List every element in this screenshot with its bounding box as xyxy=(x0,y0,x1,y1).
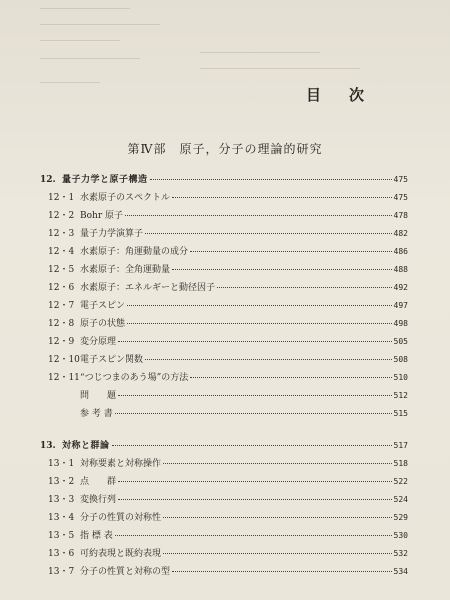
section-number: 13・2 xyxy=(48,477,75,487)
page-number: 505 xyxy=(393,337,408,346)
chapter-title: 対称と群論 xyxy=(62,441,110,451)
page-number: 475 xyxy=(393,193,408,202)
toc-entry-12-10[interactable] xyxy=(40,352,408,369)
page-number: 515 xyxy=(393,409,408,418)
page-number: 517 xyxy=(393,441,408,450)
section-title: “つじつまのあう場”の方法 xyxy=(80,373,189,383)
section-number: 12・10 xyxy=(48,355,80,365)
section-title: 変換行列 xyxy=(80,495,117,505)
toc-entry-13-3[interactable] xyxy=(40,492,408,509)
page-number: 478 xyxy=(393,211,408,220)
dot-leader xyxy=(127,305,392,306)
section-title: 電子スピン xyxy=(80,301,126,311)
page-number: 534 xyxy=(393,567,408,576)
toc-heading: 目次 xyxy=(306,86,393,104)
toc-entry-12-11[interactable] xyxy=(40,370,408,387)
toc-entry-12-1[interactable] xyxy=(40,190,408,207)
toc-entry-12-5[interactable] xyxy=(40,262,408,279)
dot-leader xyxy=(118,499,392,500)
page-number: 510 xyxy=(393,373,408,382)
section-title: 可約表現と既約表現 xyxy=(80,549,162,559)
section-title: 対称要素と対称操作 xyxy=(80,459,162,469)
section-title: 分子の性質の対称性 xyxy=(80,513,162,523)
dot-leader xyxy=(118,341,392,342)
page-number: 486 xyxy=(393,247,408,256)
dot-leader xyxy=(118,481,392,482)
dot-leader xyxy=(163,517,392,518)
part-heading: 第Ⅳ部 原子，分子の理論的研究 xyxy=(127,142,323,156)
page-number: 524 xyxy=(393,495,408,504)
dot-leader xyxy=(163,553,392,554)
section-title: Bohr 原子 xyxy=(80,211,123,221)
toc-entry-13-6[interactable] xyxy=(40,546,408,563)
section-number: 12・7 xyxy=(48,301,75,311)
section-number: 13・1 xyxy=(48,459,75,469)
section-title: 変分原理 xyxy=(80,337,117,347)
toc-entry-13-4[interactable] xyxy=(40,510,408,527)
page-number: 530 xyxy=(393,531,408,540)
section-title: 水素原子：エネルギーと動径因子 xyxy=(80,283,216,293)
toc-entry-13-1[interactable] xyxy=(40,456,408,473)
page-number: 529 xyxy=(393,513,408,522)
section-number: 13・4 xyxy=(48,513,75,523)
dot-leader xyxy=(145,359,392,360)
page-number: 498 xyxy=(393,319,408,328)
page-number: 475 xyxy=(393,175,408,184)
section-number: 13・5 xyxy=(48,531,75,541)
toc-entry-12-4[interactable] xyxy=(40,244,408,261)
dot-leader xyxy=(190,251,392,252)
page-number: 508 xyxy=(393,355,408,364)
section-title: 水素原子のスペクトル xyxy=(80,193,171,203)
toc-entry-13-7[interactable] xyxy=(40,564,408,581)
page-number: 492 xyxy=(393,283,408,292)
toc-entry-12-6[interactable] xyxy=(40,280,408,297)
section-number: 13・6 xyxy=(48,549,75,559)
chapter-title: 量子力学と原子構造 xyxy=(62,175,148,185)
page-number: 522 xyxy=(393,477,408,486)
page-number: 482 xyxy=(393,229,408,238)
dot-leader xyxy=(150,179,392,180)
toc-entry-12-8[interactable] xyxy=(40,316,408,333)
toc-entry-references-12[interactable] xyxy=(40,406,408,423)
dot-leader xyxy=(217,287,392,288)
page-number: 488 xyxy=(393,265,408,274)
section-number: 12・5 xyxy=(48,265,75,275)
section-title: 電子スピン関数 xyxy=(80,355,144,365)
page-number: 512 xyxy=(393,391,408,400)
section-number: 12・3 xyxy=(48,229,75,239)
dot-leader xyxy=(125,215,392,216)
section-number: 12・2 xyxy=(48,211,75,221)
toc-entry-13-5[interactable] xyxy=(40,528,408,545)
dot-leader xyxy=(172,197,392,198)
dot-leader xyxy=(115,535,392,536)
section-title: 分子の性質と対称の型 xyxy=(80,567,171,577)
dot-leader xyxy=(118,395,392,396)
toc-entry-12-3[interactable] xyxy=(40,226,408,243)
dot-leader xyxy=(112,445,392,446)
toc-entry-12-7[interactable] xyxy=(40,298,408,315)
toc-entry-problems-12[interactable] xyxy=(40,388,408,405)
chapter-number: 13. xyxy=(40,441,56,451)
dot-leader xyxy=(190,377,391,378)
dot-leader xyxy=(163,463,392,464)
section-title: 水素原子：角運動量の成分 xyxy=(80,247,189,257)
section-title: 指 標 表 xyxy=(80,531,113,541)
section-title: 問 題 xyxy=(80,391,117,401)
section-number: 12・8 xyxy=(48,319,75,329)
toc-chapter-12[interactable] xyxy=(40,172,408,189)
page-number: 518 xyxy=(393,459,408,468)
section-number: 12・6 xyxy=(48,283,75,293)
toc-chapter-13[interactable] xyxy=(40,438,408,455)
dot-leader xyxy=(145,233,392,234)
toc-entry-12-2[interactable] xyxy=(40,208,408,225)
section-number: 12・11 xyxy=(48,373,80,383)
section-title: 量子力学演算子 xyxy=(80,229,144,239)
section-number: 13・7 xyxy=(48,567,75,577)
section-number: 13・3 xyxy=(48,495,75,505)
toc-entry-12-9[interactable] xyxy=(40,334,408,351)
page-number: 532 xyxy=(393,549,408,558)
page-number: 497 xyxy=(393,301,408,310)
section-title: 水素原子：全角運動量 xyxy=(80,265,171,275)
section-number: 12・4 xyxy=(48,247,75,257)
dot-leader xyxy=(115,413,392,414)
dot-leader xyxy=(127,323,392,324)
section-title: 点 群 xyxy=(80,477,117,487)
toc-entry-13-2[interactable] xyxy=(40,474,408,491)
section-title: 原子の状態 xyxy=(80,319,126,329)
dot-leader xyxy=(172,571,392,572)
section-number: 12・1 xyxy=(48,193,75,203)
section-title: 参 考 書 xyxy=(80,409,113,419)
dot-leader xyxy=(172,269,392,270)
section-number: 12・9 xyxy=(48,337,75,347)
chapter-number: 12. xyxy=(40,175,56,185)
